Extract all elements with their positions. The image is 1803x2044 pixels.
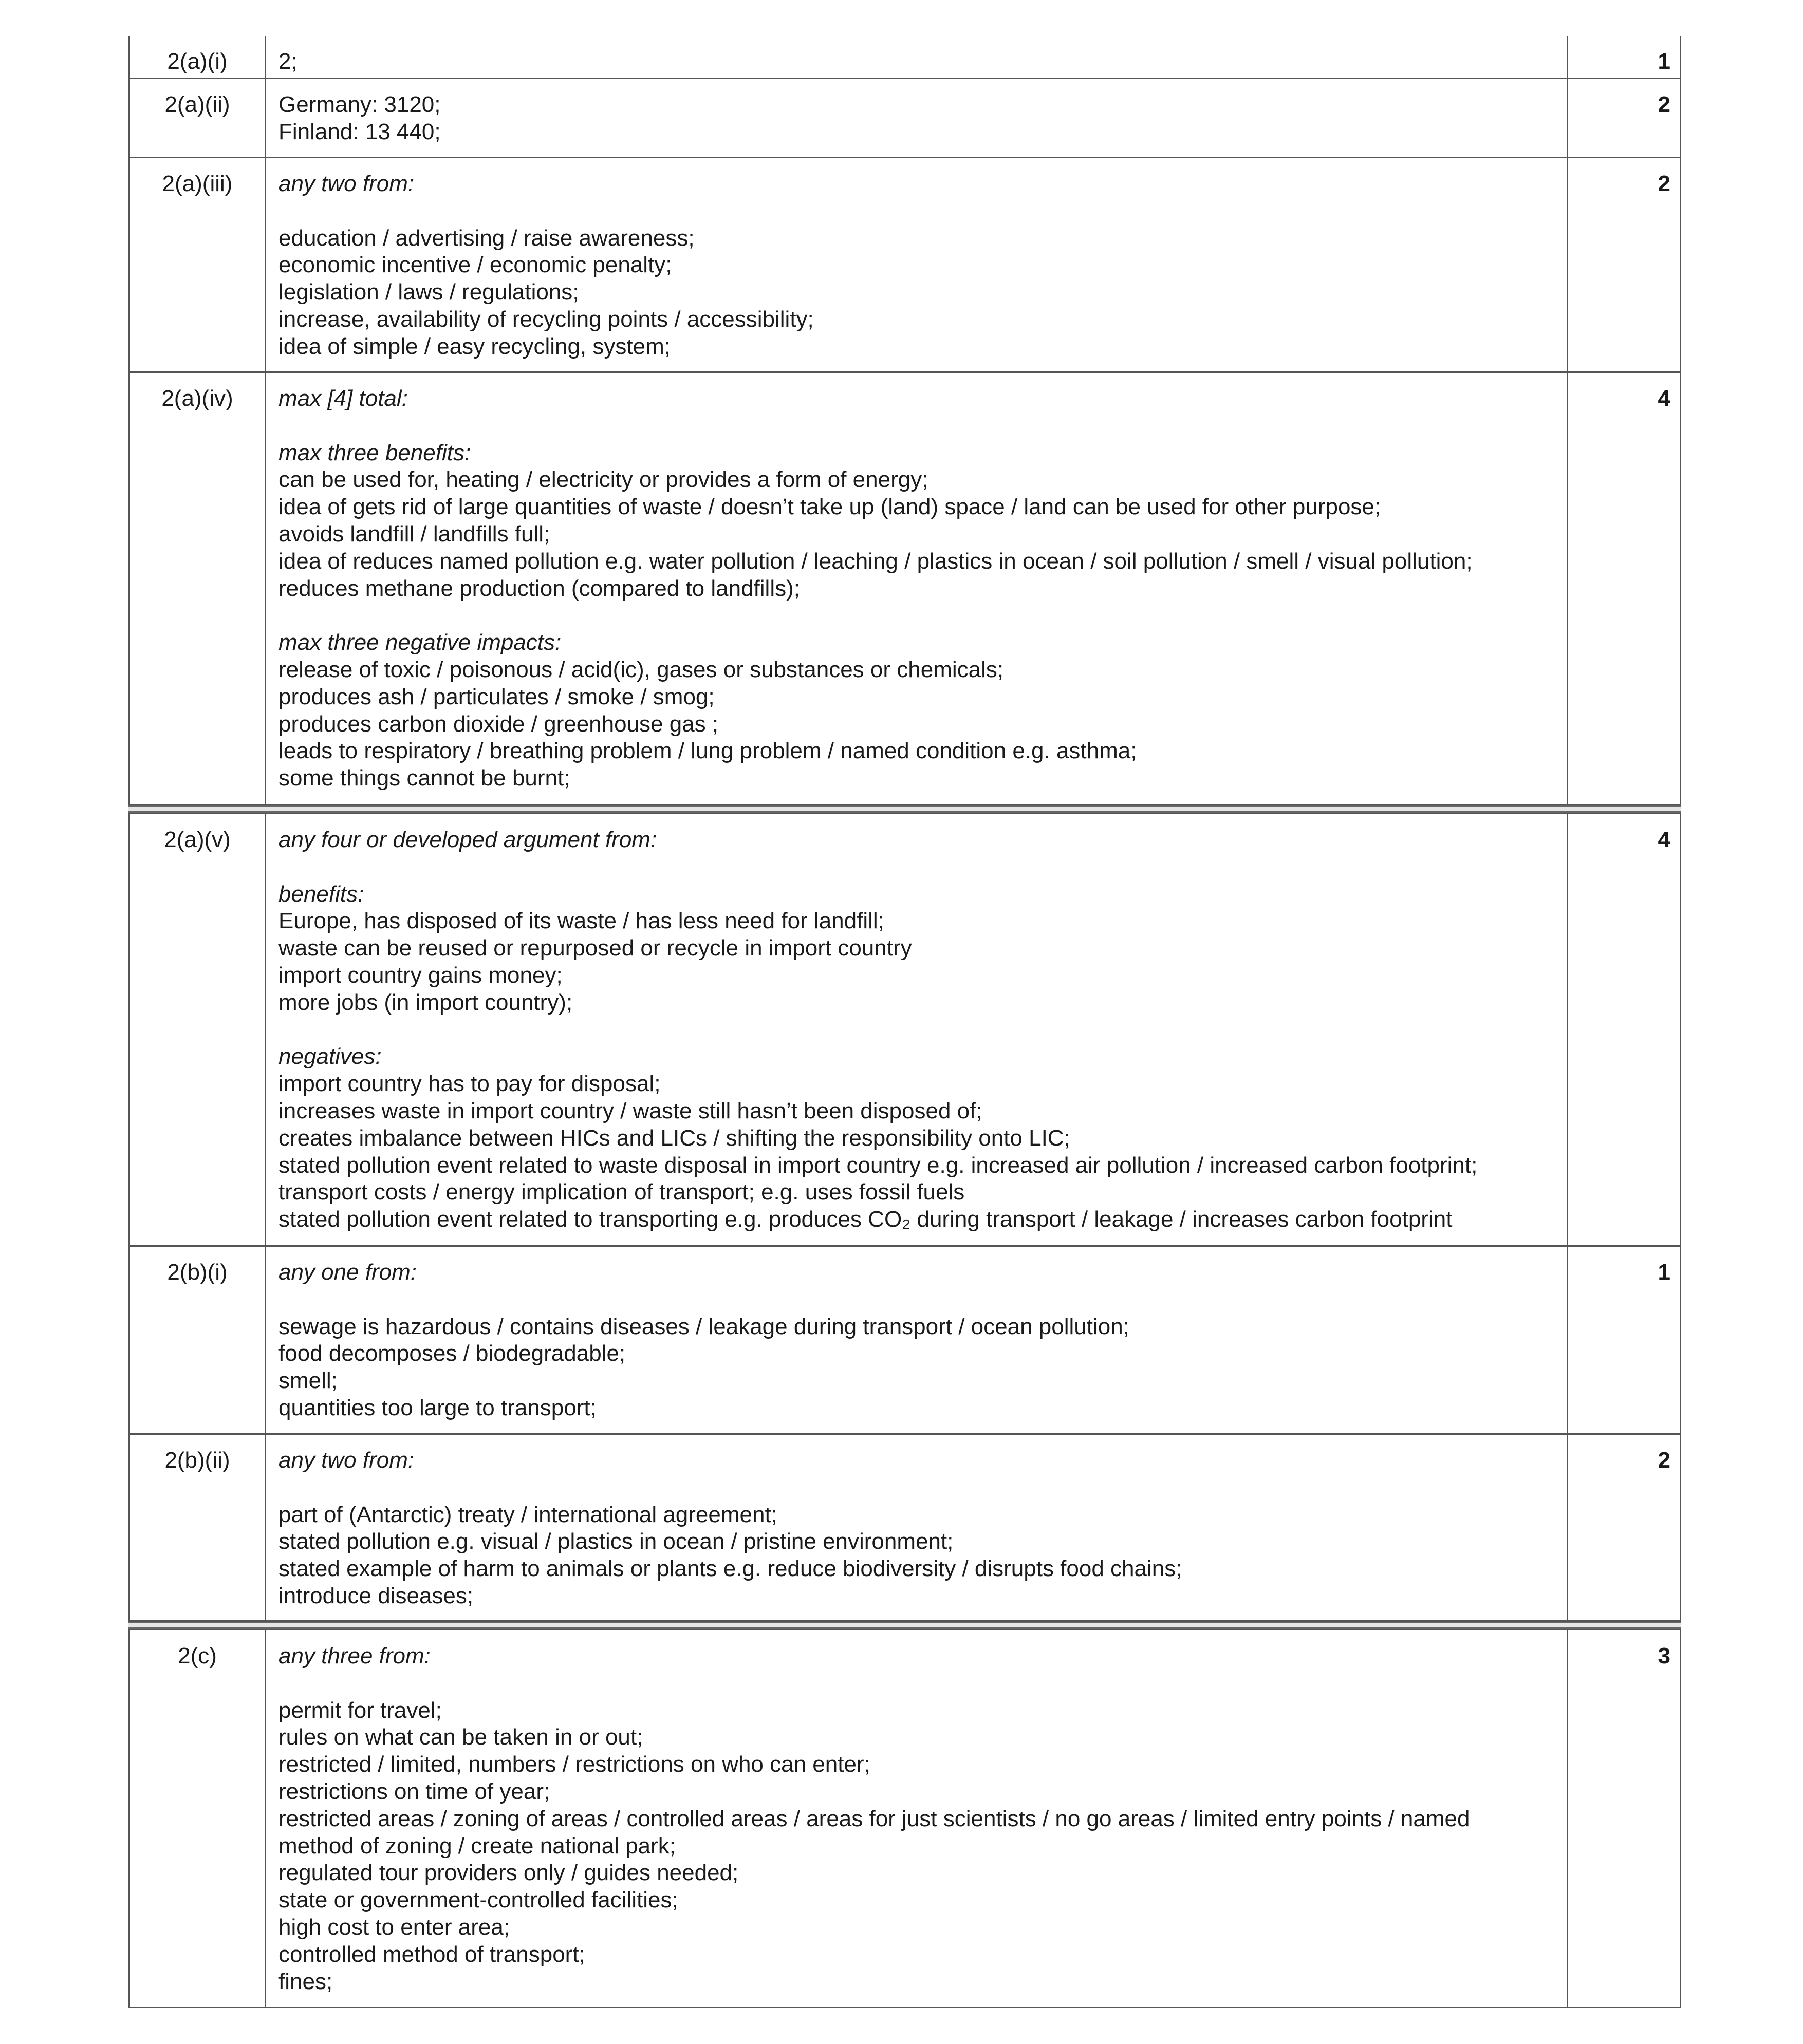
answer-line: increases waste in import country / waste still hasn’t been disposed of; (278, 1098, 982, 1123)
answer-cell (266, 373, 1568, 804)
answer-heading: any three from: (278, 1643, 431, 1668)
answer-line: Europe, has disposed of its waste / has less need for landfill; (278, 908, 884, 934)
answer-line: import country has to pay for disposal; (278, 1071, 661, 1097)
marks-value: 4 (1658, 827, 1670, 852)
answer-cell (266, 158, 1568, 371)
marks-value: 4 (1658, 386, 1670, 411)
answer-text (278, 1447, 1554, 1610)
answer-line: leads to respiratory / breathing problem / lung problem / named condition e.g. asthma; (278, 738, 1137, 764)
answer-heading: max three benefits: (278, 440, 471, 465)
answer-cell (266, 36, 1568, 78)
answer-heading: any one from: (278, 1260, 417, 1285)
answer-line: method of zoning / create national park; (278, 1833, 676, 1859)
answer-line: legislation / laws / regulations; (278, 279, 579, 305)
answer-line: fines; (278, 1968, 333, 1994)
answer-line: Germany: 3120; (278, 92, 441, 117)
marks-cell (1568, 158, 1680, 371)
answer-heading: any two from: (278, 1448, 415, 1473)
answer-line: avoids landfill / landfills full; (278, 521, 550, 547)
answer-line: introduce diseases; (278, 1583, 474, 1608)
blank-line (278, 1017, 1554, 1044)
marks-cell (1568, 1630, 1680, 2007)
answer-heading: max [4] total: (278, 386, 408, 411)
answer-heading: negatives: (278, 1044, 382, 1070)
answer-heading: benefits: (278, 881, 364, 907)
answer-text (278, 385, 1554, 792)
marks-cell (1568, 814, 1680, 1245)
answer-line: stated pollution event related to waste disposal in import country e.g. increased air pollution / increased carbon footprint; (278, 1152, 1478, 1178)
answer-line: restricted areas / zoning of areas / controlled areas / areas for just scientists / no go areas / limited entry points / named (278, 1806, 1470, 1831)
answer-line: part of (Antarctic) treaty / international agreement; (278, 1502, 777, 1527)
page-break-divider (128, 1622, 1681, 1629)
question-cell (130, 1247, 266, 1433)
answer-line: transport costs / energy implication of transport; e.g. uses fossil fuels (278, 1179, 965, 1205)
answer-line: import country gains money; (278, 962, 563, 988)
marks-value: 2 (1658, 171, 1670, 196)
answer-line: stated example of harm to animals or plants e.g. reduce biodiversity / disrupts food chains; (278, 1556, 1182, 1582)
answer-line: stated pollution event related to transporting e.g. produces CO₂ during transport / leakage / increases carbon footprint (278, 1207, 1453, 1232)
question-cell (130, 158, 266, 371)
answer-line: stated pollution e.g. visual / plastics in ocean / pristine environment; (278, 1529, 954, 1554)
question-number: 2(c) (178, 1643, 217, 1668)
answer-cell (266, 1247, 1568, 1433)
question-number: 2(a)(v) (164, 827, 231, 852)
answer-line: waste can be reused or repurposed or recycle in import country (278, 935, 912, 961)
marks-cell (1568, 373, 1680, 804)
mark-row-2a-i (128, 36, 1681, 79)
answer-line: creates imbalance between HICs and LICs / shifting the responsibility onto LIC; (278, 1125, 1070, 1151)
answer-text (278, 91, 1554, 146)
blank-line (278, 602, 1554, 629)
blank-line (278, 1286, 1554, 1314)
answer-line: education / advertising / raise awareness; (278, 225, 695, 251)
marks-value: 2 (1658, 92, 1670, 117)
answer-line: sewage is hazardous / contains diseases / leakage during transport / ocean pollution; (278, 1314, 1129, 1339)
answer-line: Finland: 13 440; (278, 119, 441, 144)
answer-line: rules on what can be taken in or out; (278, 1724, 643, 1750)
marks-cell (1568, 1435, 1680, 1620)
answer-line: 2; (278, 49, 298, 74)
mark-row-2b-ii (128, 1433, 1681, 1622)
answer-line: produces ash / particulates / smoke / smog; (278, 684, 715, 709)
answer-text (278, 1643, 1554, 1995)
answer-text (278, 48, 1554, 76)
answer-text (278, 171, 1554, 361)
marks-cell (1568, 1247, 1680, 1433)
question-number: 2(b)(ii) (164, 1448, 230, 1473)
blank-line (278, 854, 1554, 881)
question-cell (130, 373, 266, 804)
question-cell (130, 36, 266, 78)
question-number: 2(a)(ii) (164, 92, 230, 117)
mark-row-2a-iv (128, 371, 1681, 805)
mark-row-2a-ii (128, 78, 1681, 158)
marks-value: 1 (1658, 49, 1670, 74)
answer-line: food decomposes / biodegradable; (278, 1341, 626, 1366)
answer-line: restrictions on time of year; (278, 1778, 550, 1804)
answer-line: some things cannot be burnt; (278, 765, 570, 791)
mark-row-2b-i (128, 1245, 1681, 1435)
answer-line: reduces methane production (compared to landfills); (278, 575, 800, 601)
marks-value: 1 (1658, 1260, 1670, 1285)
marks-cell (1568, 36, 1680, 78)
answer-line: permit for travel; (278, 1697, 442, 1723)
blank-line (278, 412, 1554, 440)
answer-line: increase, availability of recycling points / accessibility; (278, 306, 814, 332)
marks-value: 3 (1658, 1643, 1670, 1668)
answer-text (278, 1259, 1554, 1422)
answer-line: state or government-controlled facilities; (278, 1887, 678, 1913)
question-number: 2(b)(i) (167, 1260, 228, 1285)
blank-line (278, 198, 1554, 225)
mark-row-2a-iii (128, 157, 1681, 373)
answer-cell (266, 79, 1568, 157)
answer-line: can be used for, heating / electricity or provides a form of energy; (278, 467, 928, 493)
page-break-divider (128, 805, 1681, 813)
question-cell (130, 1435, 266, 1620)
mark-row-2a-v (128, 813, 1681, 1247)
answer-line: regulated tour providers only / guides needed; (278, 1860, 739, 1886)
answer-cell (266, 1435, 1568, 1620)
question-cell (130, 1630, 266, 2007)
answer-line: high cost to enter area; (278, 1914, 510, 1940)
answer-line: economic incentive / economic penalty; (278, 252, 672, 278)
question-cell (130, 814, 266, 1245)
question-number: 2(a)(iii) (162, 171, 233, 196)
answer-cell (266, 814, 1568, 1245)
question-number: 2(a)(iv) (161, 386, 233, 411)
answer-cell (266, 1630, 1568, 2007)
question-cell (130, 79, 266, 157)
answer-line: quantities too large to transport; (278, 1395, 597, 1420)
answer-line: more jobs (in import country); (278, 989, 573, 1015)
answer-line: idea of simple / easy recycling, system; (278, 333, 671, 359)
blank-line (278, 1474, 1554, 1502)
answer-heading: any four or developed argument from: (278, 827, 657, 852)
marks-value: 2 (1658, 1448, 1670, 1473)
blank-line (278, 1670, 1554, 1697)
answer-line: smell; (278, 1368, 338, 1394)
answer-line: idea of reduces named pollution e.g. water pollution / leaching / plastics in ocean / soil pollution / smell / visual pollution; (278, 548, 1473, 574)
answer-text (278, 827, 1554, 1233)
answer-line: produces carbon dioxide / greenhouse gas ; (278, 711, 719, 737)
answer-line: idea of gets rid of large quantities of waste / doesn’t take up (land) space / land can be used for other purpose; (278, 494, 1381, 520)
answer-heading: max three negative impacts: (278, 630, 562, 655)
marks-cell (1568, 79, 1680, 157)
answer-line: restricted / limited, numbers / restrictions on who can enter; (278, 1752, 870, 1777)
answer-heading: any two from: (278, 171, 415, 196)
question-number: 2(a)(i) (167, 49, 228, 74)
mark-row-2c (128, 1629, 1681, 2008)
answer-line: controlled method of transport; (278, 1941, 585, 1967)
answer-line: release of toxic / poisonous / acid(ic), gases or substances or chemicals; (278, 657, 1004, 682)
